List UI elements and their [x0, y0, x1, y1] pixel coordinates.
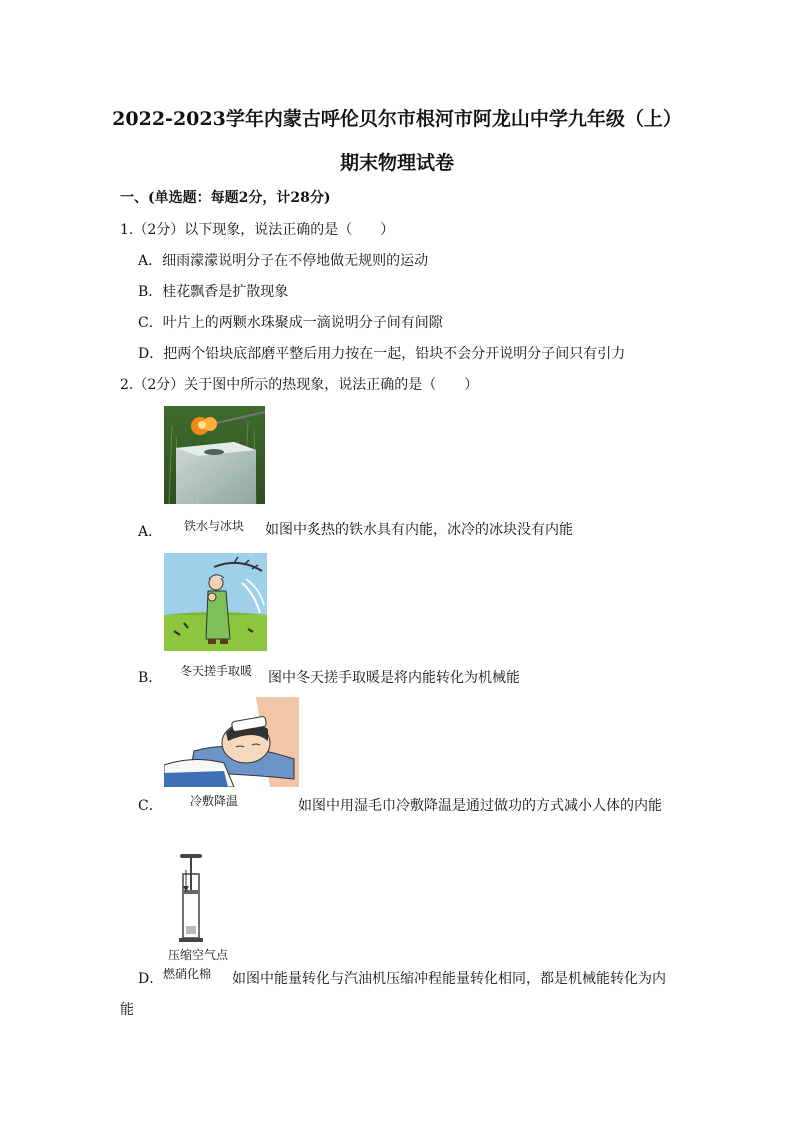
q2-option-c-letter: C． — [138, 798, 163, 814]
molten-iron-ice-figure — [164, 406, 265, 504]
air-compression-apparatus-figure — [176, 850, 206, 944]
q1-option-d: D．把两个铅块底部磨平整后用力按在一起，铅块不会分开说明分子间只有引力 — [138, 346, 626, 362]
q2-option-b-letter: B． — [138, 670, 163, 686]
section-heading: 一、(单选题：每题2分，计28分) — [120, 190, 331, 206]
q2-option-a-caption: 铁水与冰块 — [184, 519, 245, 533]
q2-option-c-text: 如图中用湿毛巾冷敷降温是通过做功的方式减小人体的内能 — [298, 798, 662, 814]
q2-option-d-text-continued: 能 — [120, 1002, 134, 1018]
exam-title-line1: 2022-2023学年内蒙古呼伦贝尔市根河市阿龙山中学九年级（上） — [112, 108, 682, 130]
rubbing-hands-figure — [164, 553, 267, 651]
q2-option-c-caption: 冷敷降温 — [190, 794, 239, 808]
q2-option-d-caption-line2: 燃硝化棉 — [163, 967, 212, 981]
q2-option-b-caption: 冬天搓手取暖 — [180, 664, 253, 678]
q2-stem: 2.（2分）关于图中所示的热现象，说法正确的是（ ） — [120, 377, 479, 393]
q2-option-a-text: 如图中炙热的铁水具有内能，冰冷的冰块没有内能 — [265, 522, 573, 538]
q1-option-c: C．叶片上的两颗水珠聚成一滴说明分子间有间隙 — [138, 315, 443, 331]
q1-stem: 1.（2分）以下现象，说法正确的是（ ） — [120, 222, 395, 238]
q1-option-a: A．细雨濛濛说明分子在不停地做无规则的运动 — [138, 253, 429, 269]
cold-compress-figure — [164, 693, 299, 787]
q2-option-a-letter: A． — [138, 524, 163, 540]
q2-option-d-letter: D． — [138, 971, 164, 987]
q2-option-d-text: 如图中能量转化与汽油机压缩冲程能量转化相同，都是机械能转化为内 — [232, 971, 666, 987]
q1-option-b: B．桂花飘香是扩散现象 — [138, 284, 289, 300]
q2-option-b-text: 图中冬天搓手取暖是将内能转化为机械能 — [268, 670, 520, 686]
exam-title-line2: 期末物理试卷 — [339, 152, 454, 174]
q2-option-d-caption-line1: 压缩空气点 — [168, 948, 229, 962]
